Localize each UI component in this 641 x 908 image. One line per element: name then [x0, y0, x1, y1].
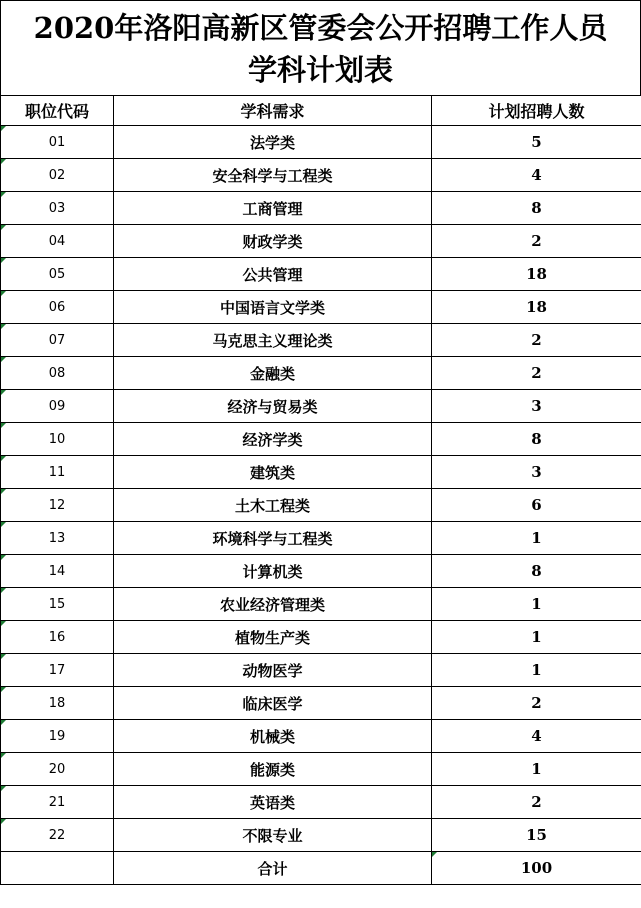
position-code-cell: 11 — [1, 456, 114, 489]
subject-cell: 中国语言文学类 — [114, 291, 432, 324]
planned-count-cell: 2 — [432, 786, 641, 819]
planned-count-cell: 5 — [432, 126, 641, 159]
table-row — [1, 720, 641, 753]
total-label-cell: 合计 — [114, 852, 432, 885]
table-row — [1, 786, 641, 819]
table-row — [1, 390, 641, 423]
position-code-cell: 21 — [1, 786, 114, 819]
table-row — [1, 621, 641, 654]
recruitment-plan-table — [0, 95, 641, 885]
planned-count-cell: 2 — [432, 225, 641, 258]
planned-count-cell: 2 — [432, 357, 641, 390]
planned-count-cell: 18 — [432, 291, 641, 324]
position-code-cell: 02 — [1, 159, 114, 192]
header-row — [1, 96, 641, 126]
table-row — [1, 423, 641, 456]
total-count-cell: 100 — [432, 852, 641, 885]
planned-count-cell: 8 — [432, 555, 641, 588]
table-row — [1, 522, 641, 555]
header-subject: 学科需求 — [114, 96, 432, 126]
planned-count-cell: 8 — [432, 192, 641, 225]
table-body — [1, 126, 641, 852]
title-line-1: 2020年洛阳高新区管委会公开招聘工作人员 — [33, 11, 608, 45]
planned-count-cell: 1 — [432, 654, 641, 687]
table-row — [1, 258, 641, 291]
position-code-cell: 17 — [1, 654, 114, 687]
table-row — [1, 192, 641, 225]
planned-count-cell: 8 — [432, 423, 641, 456]
subject-cell: 财政学类 — [114, 225, 432, 258]
subject-cell: 农业经济管理类 — [114, 588, 432, 621]
planned-count-cell: 3 — [432, 456, 641, 489]
position-code-cell: 06 — [1, 291, 114, 324]
table-row — [1, 456, 641, 489]
subject-cell: 临床医学 — [114, 687, 432, 720]
subject-cell: 计算机类 — [114, 555, 432, 588]
title-line-2: 学科计划表 — [247, 53, 393, 87]
position-code-cell: 18 — [1, 687, 114, 720]
position-code-cell: 04 — [1, 225, 114, 258]
table-row — [1, 324, 641, 357]
position-code-cell: 16 — [1, 621, 114, 654]
header-code: 职位代码 — [1, 96, 114, 126]
subject-cell: 金融类 — [114, 357, 432, 390]
table-row — [1, 588, 641, 621]
subject-cell: 植物生产类 — [114, 621, 432, 654]
position-code-cell: 08 — [1, 357, 114, 390]
table-row — [1, 819, 641, 852]
position-code-cell: 05 — [1, 258, 114, 291]
subject-cell: 英语类 — [114, 786, 432, 819]
table-row — [1, 687, 641, 720]
planned-count-cell: 1 — [432, 522, 641, 555]
subject-cell: 建筑类 — [114, 456, 432, 489]
planned-count-cell: 1 — [432, 588, 641, 621]
subject-cell: 土木工程类 — [114, 489, 432, 522]
table-row — [1, 555, 641, 588]
subject-cell: 动物医学 — [114, 654, 432, 687]
planned-count-cell: 1 — [432, 621, 641, 654]
subject-cell: 环境科学与工程类 — [114, 522, 432, 555]
subject-cell: 经济与贸易类 — [114, 390, 432, 423]
subject-cell: 经济学类 — [114, 423, 432, 456]
position-code-cell: 07 — [1, 324, 114, 357]
subject-cell: 不限专业 — [114, 819, 432, 852]
planned-count-cell: 6 — [432, 489, 641, 522]
position-code-cell: 13 — [1, 522, 114, 555]
planned-count-cell: 3 — [432, 390, 641, 423]
total-row — [1, 852, 641, 885]
subject-cell: 马克思主义理论类 — [114, 324, 432, 357]
position-code-cell: 14 — [1, 555, 114, 588]
table-row — [1, 126, 641, 159]
planned-count-cell: 4 — [432, 720, 641, 753]
position-code-cell: 10 — [1, 423, 114, 456]
table-row — [1, 159, 641, 192]
subject-cell: 机械类 — [114, 720, 432, 753]
planned-count-cell: 2 — [432, 687, 641, 720]
table-row — [1, 753, 641, 786]
subject-cell: 能源类 — [114, 753, 432, 786]
total-code-cell — [1, 852, 114, 885]
planned-count-cell: 1 — [432, 753, 641, 786]
position-code-cell: 12 — [1, 489, 114, 522]
subject-cell: 安全科学与工程类 — [114, 159, 432, 192]
table-row — [1, 489, 641, 522]
position-code-cell: 03 — [1, 192, 114, 225]
document-title — [0, 0, 641, 95]
subject-cell: 公共管理 — [114, 258, 432, 291]
position-code-cell: 19 — [1, 720, 114, 753]
position-code-cell: 22 — [1, 819, 114, 852]
planned-count-cell: 4 — [432, 159, 641, 192]
planned-count-cell: 18 — [432, 258, 641, 291]
position-code-cell: 01 — [1, 126, 114, 159]
table-row — [1, 357, 641, 390]
subject-cell: 法学类 — [114, 126, 432, 159]
header-count: 计划招聘人数 — [432, 96, 641, 126]
position-code-cell: 20 — [1, 753, 114, 786]
planned-count-cell: 2 — [432, 324, 641, 357]
table-row — [1, 291, 641, 324]
position-code-cell: 09 — [1, 390, 114, 423]
table-row — [1, 225, 641, 258]
planned-count-cell: 15 — [432, 819, 641, 852]
position-code-cell: 15 — [1, 588, 114, 621]
table-row — [1, 654, 641, 687]
subject-cell: 工商管理 — [114, 192, 432, 225]
